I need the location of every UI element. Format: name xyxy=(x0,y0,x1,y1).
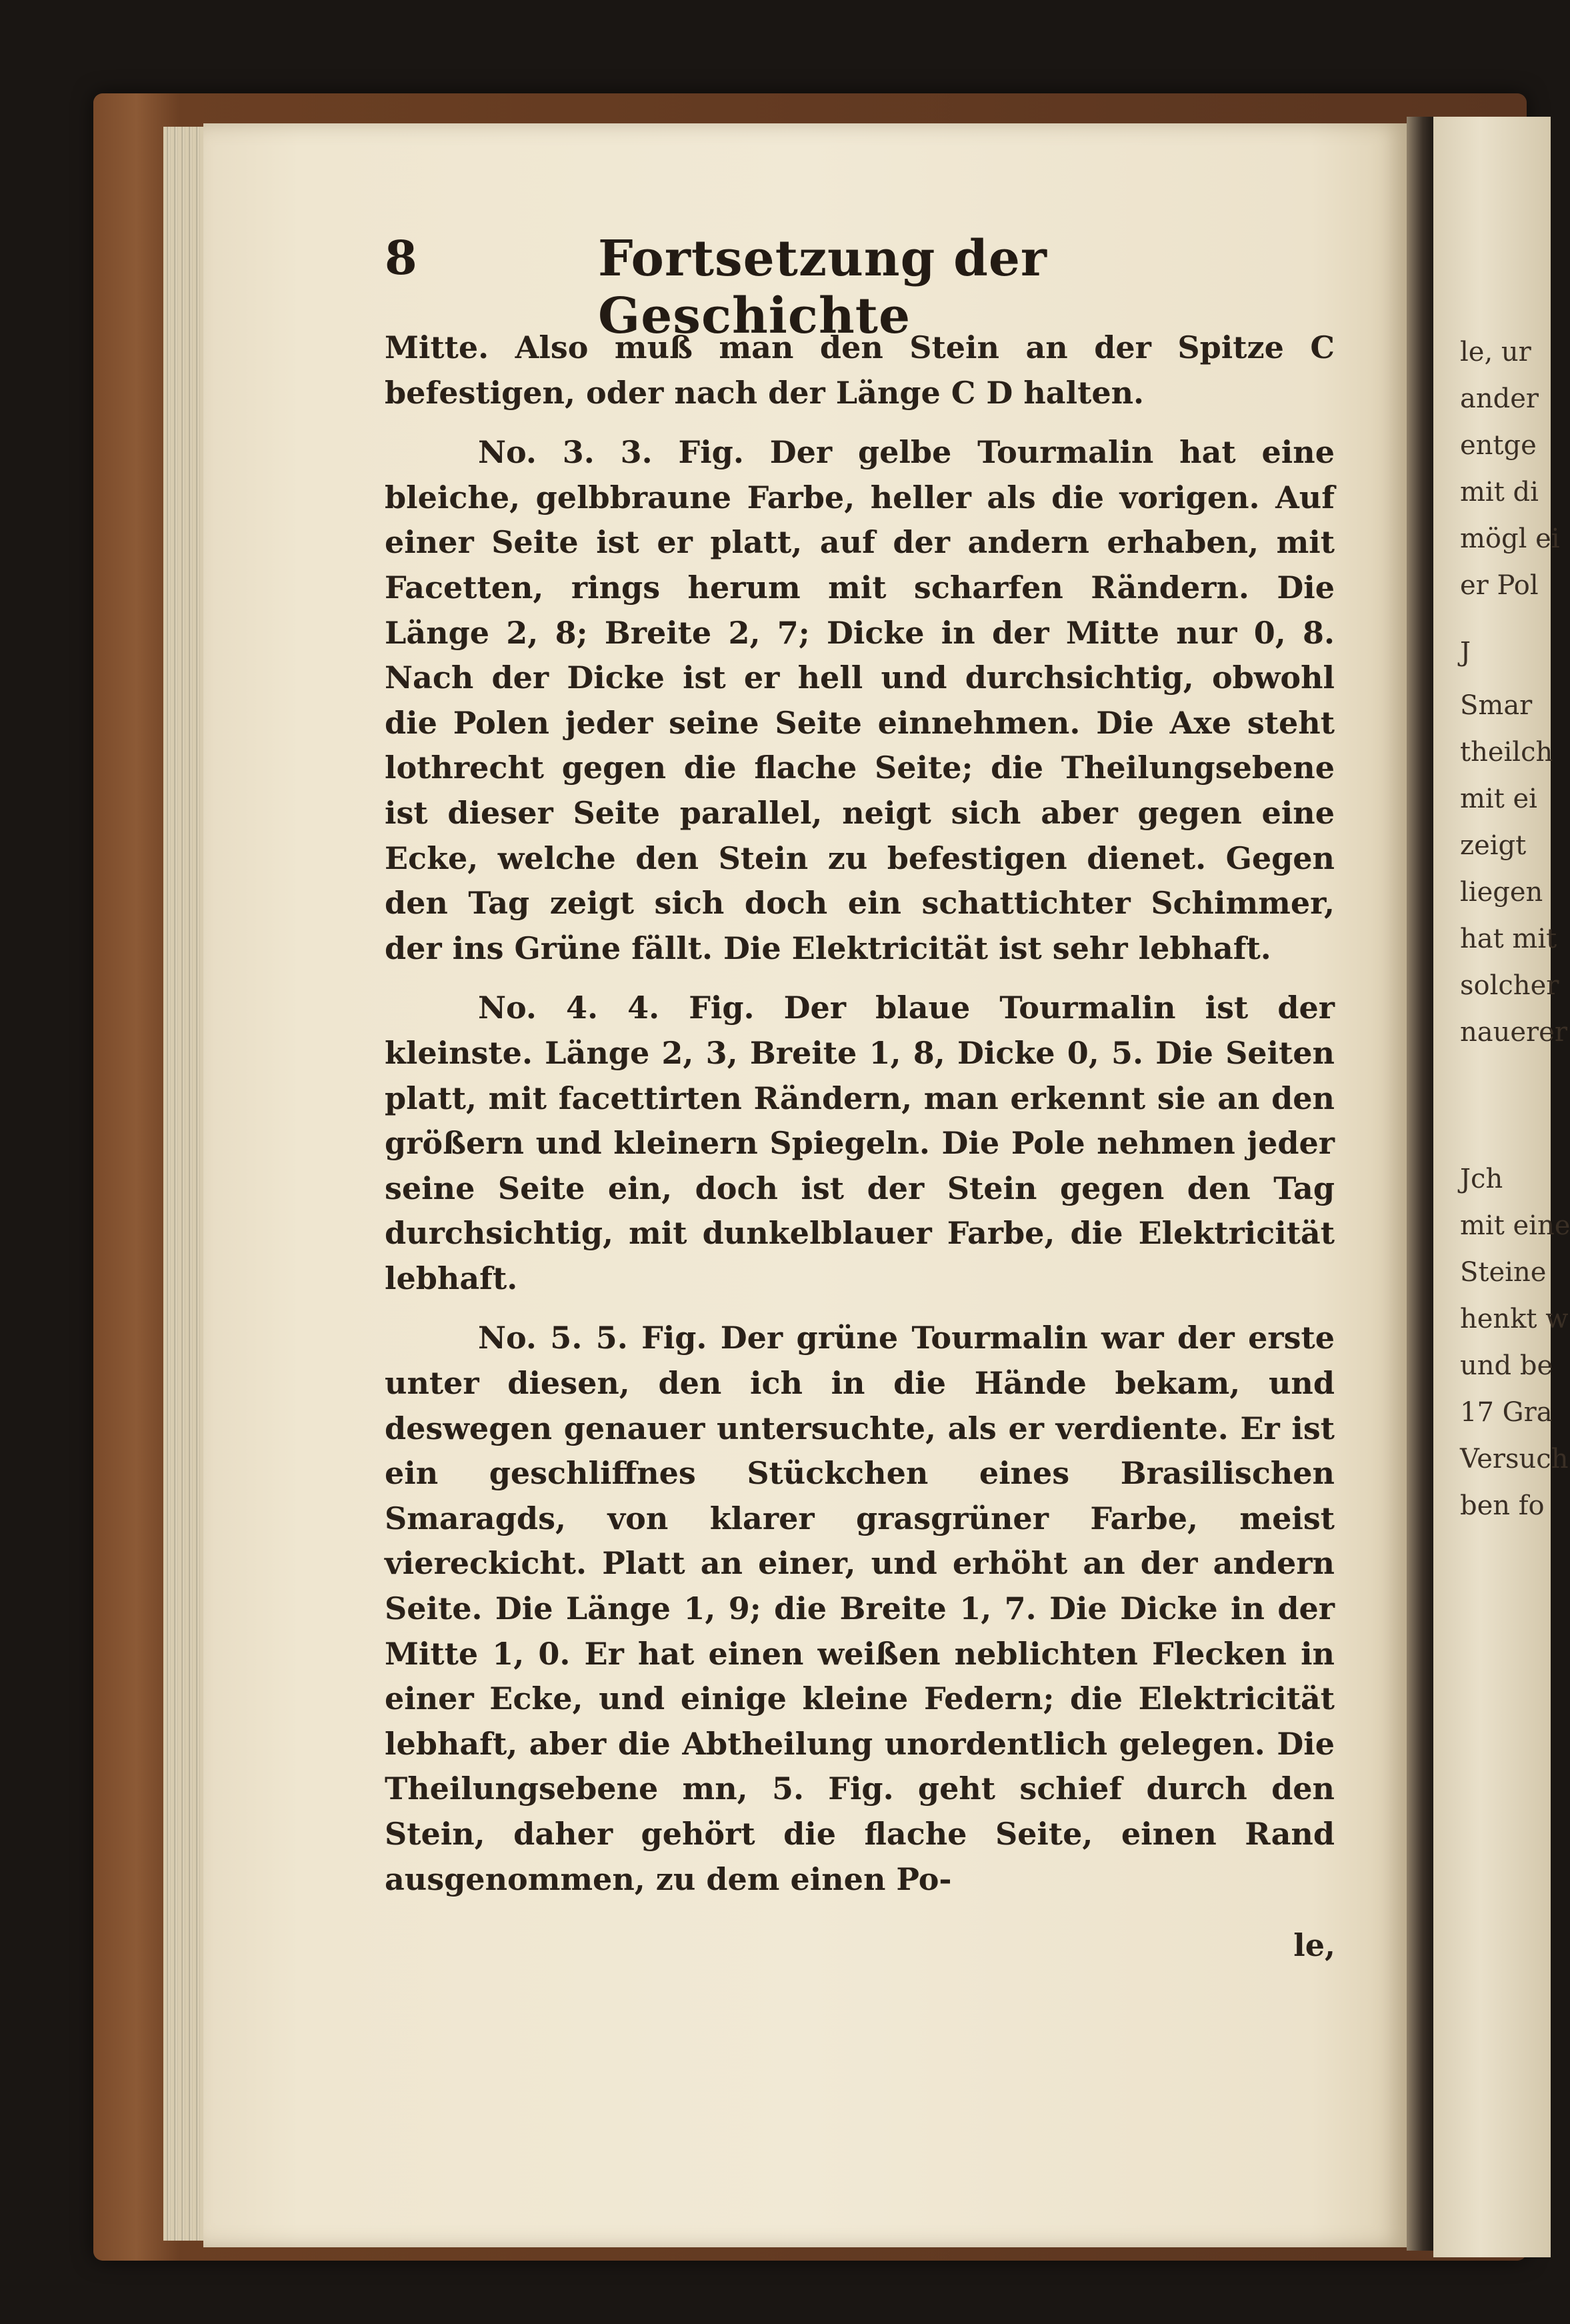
paragraph: No. 3. 3. Fig. Der gelbe Tourmalin hat eine bleiche, gelbbraune Farbe, heller als die vorigen. Auf einer Seite ist er platt, auf der andern erhaben, mit Facetten, rings herum mit scharfen Rändern. Die Länge 2, 8; Breite 2, 7; Dicke in der Mitte nur 0, 8. Nach der Dicke ist er hell und durchsichtig, obwohl die Polen jeder seine Seite einnehmen. Die Axe steht lothrecht gegen die flache Seite; die Theilungsebene ist dieser Seite parallel, neigt sich aber gegen eine Ecke, welche den Stein zu befestigen dienet. Gegen den Tag zeigt sich doch ein schattichter Schimmer, der ins Grüne fällt. Die Elektricität ist sehr lebhaft. xyxy=(385,434,1335,966)
next-page-fragment: und be xyxy=(1460,1350,1553,1381)
next-page-fragment: Versuch xyxy=(1460,1444,1569,1474)
next-page-sliver xyxy=(1433,117,1570,2257)
running-head xyxy=(385,230,1338,345)
next-page-fragment: Jch xyxy=(1460,1164,1503,1194)
next-page-fragment: le, ur xyxy=(1460,337,1531,367)
page-title: Fortsetzung der Geschichte xyxy=(598,230,1047,345)
next-page-fragment: Smar xyxy=(1460,690,1533,721)
next-page-fragment: solcher xyxy=(1460,970,1559,1001)
next-page-fragment: henkt w xyxy=(1460,1304,1569,1334)
next-page-fragment: mit eine xyxy=(1460,1210,1570,1241)
next-page-fragment: 17 Gra xyxy=(1460,1397,1553,1428)
book-gutter xyxy=(1407,117,1433,2251)
catchword: le, xyxy=(1293,1927,1335,1963)
next-page-fragment: mit di xyxy=(1460,477,1539,507)
next-page-fragment: zeigt xyxy=(1460,830,1527,861)
next-page-fragment: Steine xyxy=(1460,1257,1547,1288)
next-page-fragment: mit ei xyxy=(1460,784,1537,814)
page-number: 8 xyxy=(385,230,417,285)
next-page-fragment: entge xyxy=(1460,430,1537,461)
next-page-fragment: ander xyxy=(1460,383,1539,414)
next-page-fragment: theilch xyxy=(1460,737,1553,768)
next-page-fragment: hat mit xyxy=(1460,924,1557,954)
paragraph: No. 5. 5. Fig. Der grüne Tourmalin war der erste unter diesen, den ich in die Hände bekam, und deswegen genauer untersuchte, als er verdiente. Er ist ein geschliffnes Stückchen eines Brasilischen Smaragds, von klarer grasgrüner Farbe, meist viereckicht. Platt an einer, und erhöht an der andern Seite. Die Länge 1, 9; die Breite 1, 7. Die Dicke in der Mitte 1, 0. Er hat einen weißen neblichten Flecken in einer Ecke, und einige kleine Federn; die Elektricität lebhaft, aber die Abtheilung unordentlich gelegen. Die Theilungsebene mn, 5. Fig. geht schief durch den Stein, daher gehört die flache Seite, einen Rand ausgenommen, zu dem einen Po- xyxy=(385,1320,1335,1897)
next-page-fragment: nauerer xyxy=(1460,1017,1567,1048)
body-text xyxy=(385,325,1335,1902)
next-page-fragment: mögl ei xyxy=(1460,523,1560,554)
next-page-fragment: liegen xyxy=(1460,877,1543,908)
next-page-fragment: ben fo xyxy=(1460,1490,1545,1521)
next-page-fragment: J xyxy=(1460,637,1471,668)
paragraph: Mitte. Also muß man den Stein an der Spitze C befestigen, oder nach der Länge C D halten. xyxy=(385,329,1335,411)
paragraph: No. 4. 4. Fig. Der blaue Tourmalin ist der kleinste. Länge 2, 3, Breite 1, 8, Dicke 0, 5. Die Seiten platt, mit facettirten Rändern, man erkennt sie an den größern und kleinern Spiegeln. Die Pole nehmen jeder seine Seite ein, doch ist der Stein gegen den Tag durchsichtig, mit dunkelblauer Farbe, die Elektricität lebhaft. xyxy=(385,990,1335,1296)
next-page-fragment: er Pol xyxy=(1460,570,1539,601)
